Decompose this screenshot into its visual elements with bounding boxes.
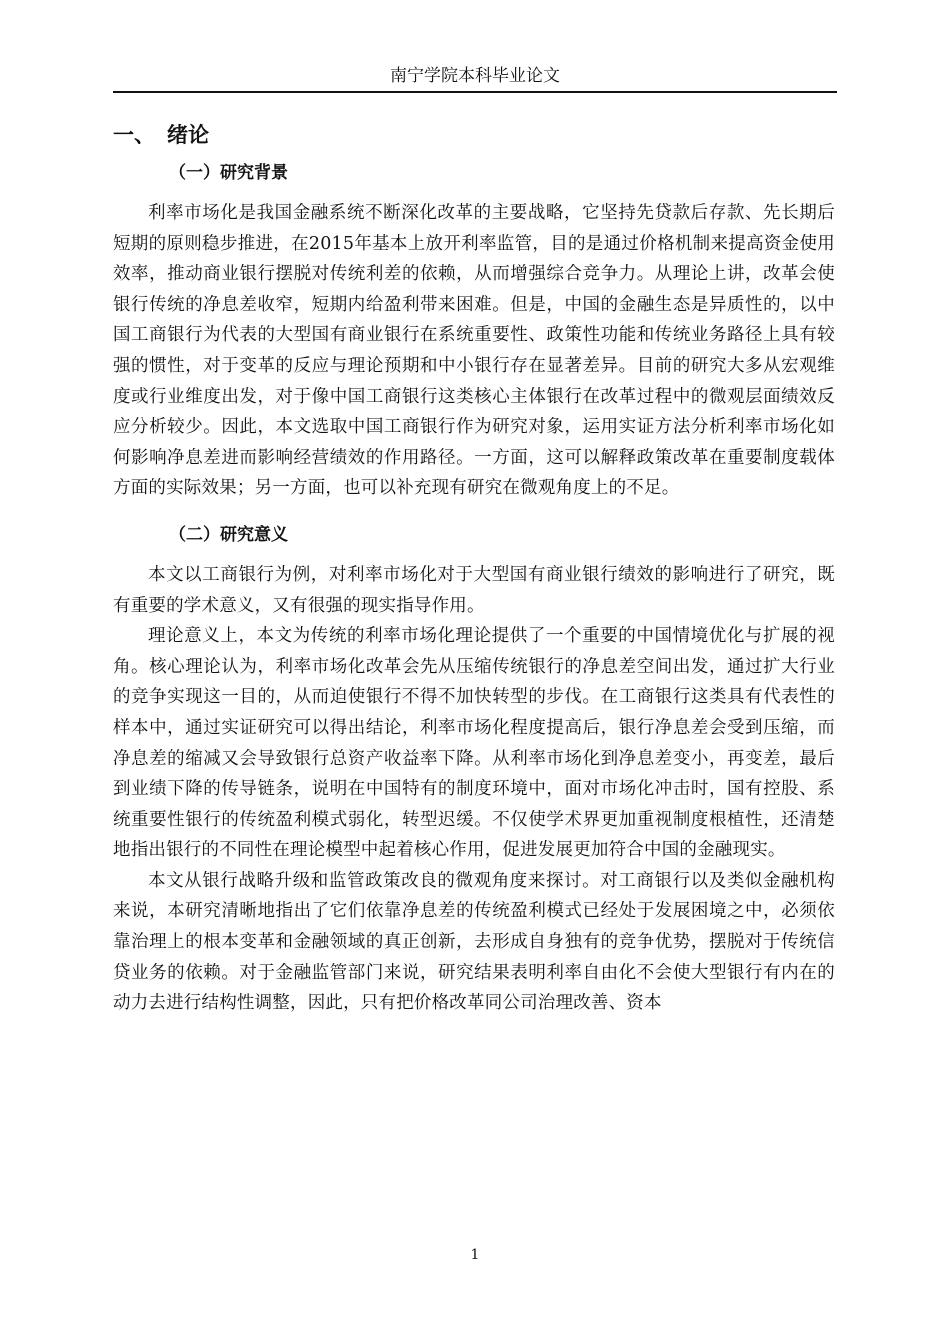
- chapter-title: 绪论: [167, 123, 209, 147]
- section-heading-significance: （二）研究意义: [169, 524, 288, 545]
- chapter-heading: [113, 120, 835, 150]
- section-heading-background: （一）研究背景: [169, 163, 288, 183]
- paragraph: 本文以工商银行为例，对利率市场化对于大型国有商业银行绩效的影响进行了研究，既有重要的学术意义，又有很强的现实指导作用。: [113, 564, 835, 616]
- paragraph: 利率市场化是我国金融系统不断深化改革的主要战略，它坚持先贷款后存款、先长期后短期的原则稳步推进，在2015年基本上放开利率监管，目的是通过价格机制来提高资金使用效率，推动商业银行摆脱对传统利差的依赖，从而增强综合竞争力。从理论上讲，改革会使银行传统的净息差收窄，短期内给盈利带来困难。但是，中国的金融生态是异质性的，以中国工商银行为代表的大型国有商业银行在系统重要性、政策性功能和传统业务路径上具有较强的惯性，对于变革的反应与理论预期和中小银行存在显著差异。目前的研究大多从宏观维度或行业维度出发，对于像中国工商银行这类核心主体银行在改革过程中的微观层面绩效反应分析较少。因此，本文选取中国工商银行作为研究对象，运用实证方法分析利率市场化如何影响净息差进而影响经营绩效的作用路径。一方面，这可以解释政策改革在重要制度载体方面的实际效果；另一方面，也可以补充现有研究在微观角度上的不足。: [113, 203, 835, 499]
- page-number: 1: [470, 1247, 480, 1263]
- running-header: 南宁学院本科毕业论文: [390, 66, 560, 86]
- paragraph: 理论意义上，本文为传统的利率市场化理论提供了一个重要的中国情境优化与扩展的视角。核心理论认为，利率市场化改革会先从压缩传统银行的净息差空间出发，通过扩大行业的竞争实现这一目的，从而迫使银行不得不加快转型的步伐。在工商银行这类具有代表性的样本中，通过实证研究可以得出结论，利率市场化程度提高后，银行净息差会受到压缩，而净息差的缩减又会导致银行总资产收益率下降。从利率市场化到净息差变小，再变差，最后到业绩下降的传导链条，说明在中国特有的制度环境中，面对市场化冲击时，国有控股、系统重要性银行的传统盈利模式弱化，转型迟缓。不仅使学术界更加重视制度根植性，还清楚地指出银行的不同性在理论模型中起着核心作用，促进发展更加符合中国的金融现实。: [113, 626, 835, 861]
- chapter-number: 一、: [113, 123, 155, 147]
- page-content: [113, 120, 835, 1019]
- header-rule: [113, 91, 837, 93]
- paragraph: 本文从银行战略升级和监管政策改良的微观角度来探讨。对工商银行以及类似金融机构来说，本研究清晰地指出了它们依靠净息差的传统盈利模式已经处于发展困境之中，必须依靠治理上的根本变革和金融领域的真正创新，去形成自身独有的竞争优势，摆脱对于传统信贷业务的依赖。对于金融监管部门来说，研究结果表明利率自由化不会使大型银行有内在的动力去进行结构性调整，因此，只有把价格改革同公司治理改善、资本: [113, 870, 835, 1014]
